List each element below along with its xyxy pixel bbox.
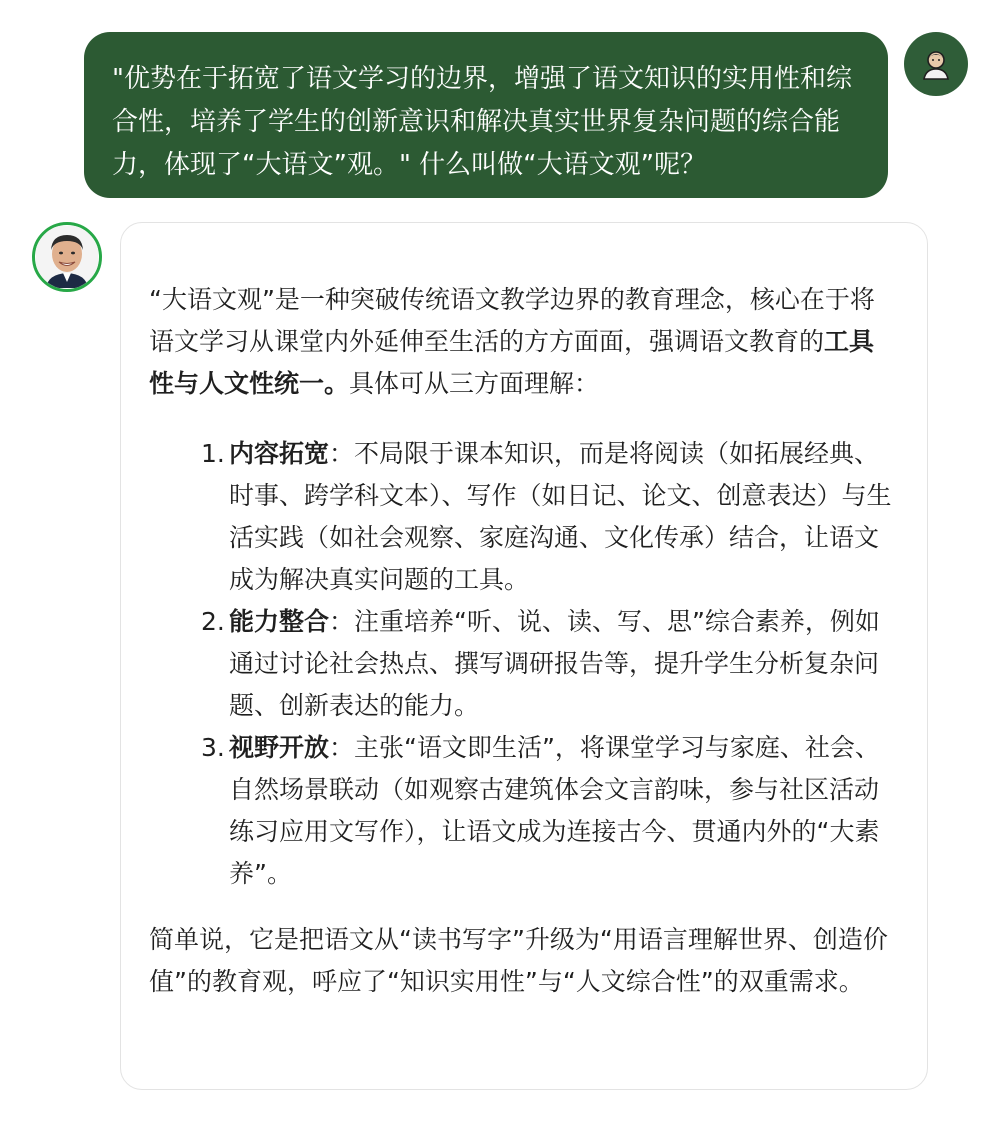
list-item-title: 内容拓宽 xyxy=(229,439,330,468)
user-message-bubble xyxy=(84,32,888,198)
list-item-number: 3. xyxy=(201,733,225,762)
assistant-message-card xyxy=(120,222,928,1090)
list-item-text: ：注重培养“听、说、读、写、思”综合素养，例如通过讨论社会热点、撰写调研报告等，提升学生分析复杂问题、创新表达的能力。 xyxy=(229,607,880,720)
list-item-text: ：主张“语文即生活”，将课堂学习与家庭、社会、自然场景联动（如观察古建筑体会文言韵味，参与社区活动练习应用文写作），让语文成为连接古今、贯通内外的“大素养”。 xyxy=(229,733,880,888)
user-message-row xyxy=(84,32,968,198)
list-item-number: 1. xyxy=(201,439,225,468)
list-item-text: ：不局限于课本知识，而是将阅读（如拓展经典、时事、跨学科文本）、写作（如日记、论文、创意表达）与生活实践（如社会观察、家庭沟通、文化传承）结合，让语文成为解决真实问题的工具。 xyxy=(229,439,892,594)
assistant-portrait-icon[interactable] xyxy=(32,222,102,292)
intro-text: “大语文观”是一种突破传统语文教学边界的教育理念，核心在于将语文学习从课堂内外延伸至生活的方方面面，强调语文教育的 xyxy=(149,285,875,356)
assistant-summary: 简单说，它是把语文从“读书写字”升级为“用语言理解世界、创造价值”的教育观，呼应了“知识实用性”与“人文综合性”的双重需求。 xyxy=(149,925,888,996)
assistant-intro xyxy=(149,279,899,405)
key-points-list xyxy=(149,433,899,895)
list-item xyxy=(149,727,899,895)
list-item-title: 能力整合 xyxy=(229,607,330,636)
list-item-number: 2. xyxy=(201,607,225,636)
user-message-text: "优势在于拓宽了语文学习的边界，增强了语文知识的实用性和综合性，培养了学生的创新意识和解决真实世界复杂问题的综合能力，体现了“大语文”观。" 什么叫做“大语文观”呢？ xyxy=(112,64,852,180)
user-avatar-icon[interactable] xyxy=(904,32,968,96)
intro-emphasis: 工具性与人文性统一。 xyxy=(149,327,875,398)
list-item xyxy=(149,601,899,727)
intro-text-end: 具体可从三方面理解： xyxy=(349,369,600,398)
list-item-title: 视野开放 xyxy=(229,733,330,762)
list-item xyxy=(149,433,899,601)
